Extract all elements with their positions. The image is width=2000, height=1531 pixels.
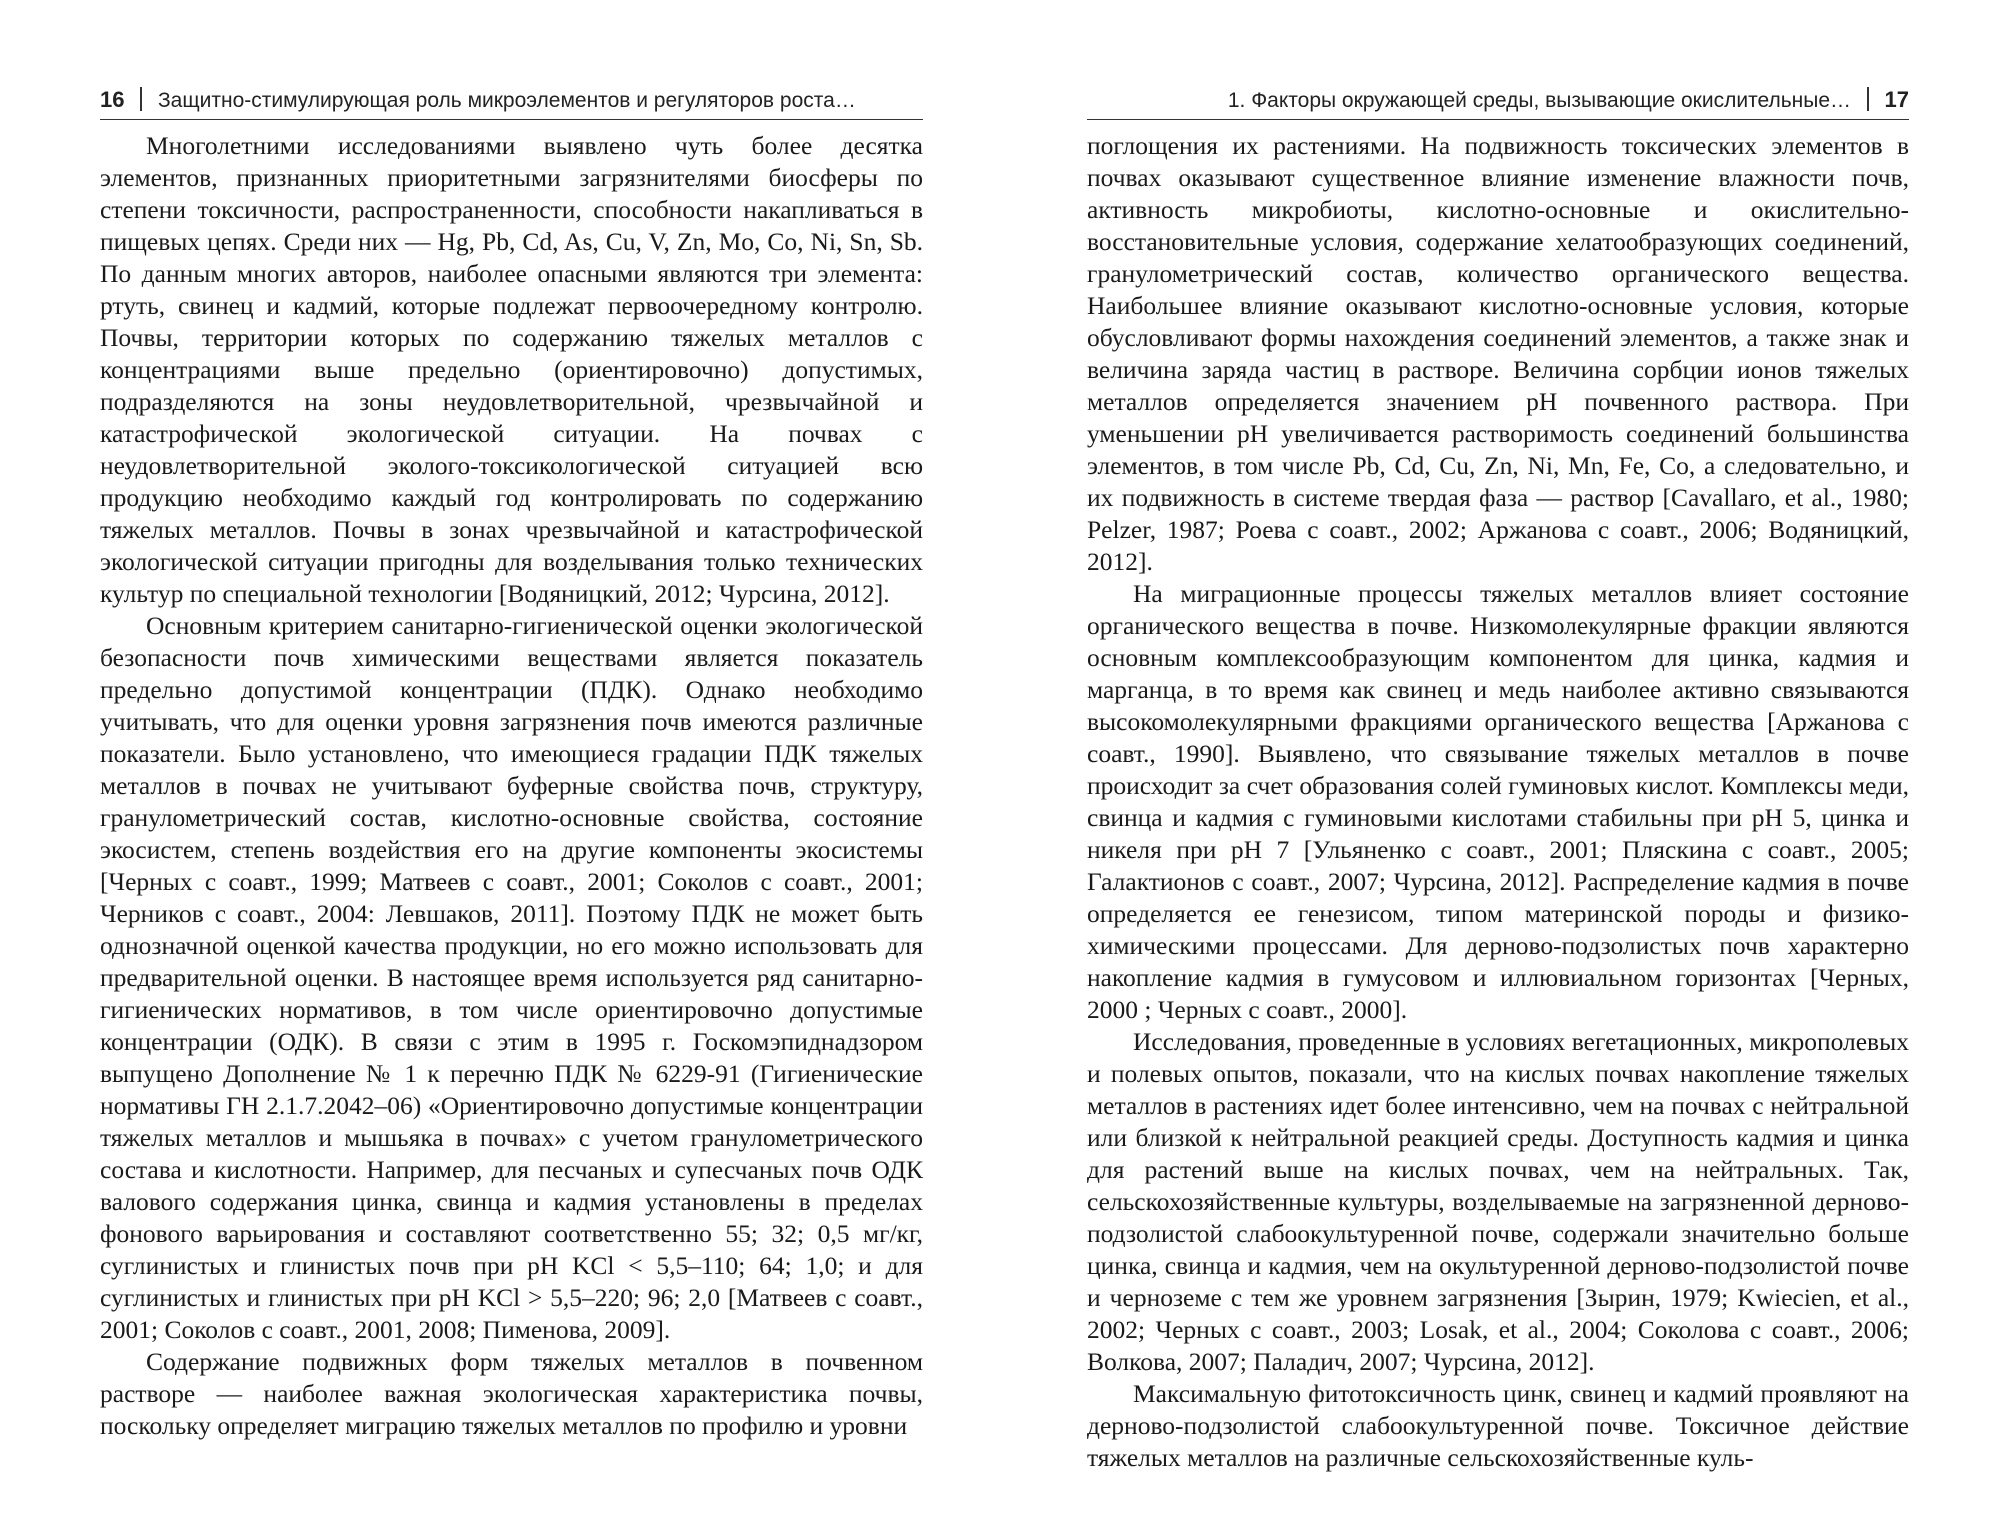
header-separator xyxy=(1867,87,1869,111)
paragraph: На миграционные процессы тяжелых металлов влияет состояние органического вещества в почве. Низкомолекулярные фракции являются основным комплексообразующим компонентом для цинка, кадмия и марганца, в то время как свинец и медь наиболее активно связываются высокомолекулярными фракциями органического вещества [Аржанова с соавт., 1990]. Выявлено, что связывание тяжелых металлов в почве происходит за счет образования солей гуминовых кислот. Комплексы меди, свинца и кадмия с гуминовыми кислотами стабильны при pH 5, цинка и никеля при pH 7 [Ульяненко с соавт., 2001; Пляскина с соавт., 2005; Галактионов с соавт., 2007; Чурсина, 2012]. Распределение кадмия в почве определяется ее генезисом, типом материнской породы и физико-химическими процессами. Для дерново-подзолистых почв характерно накопление кадмия в гумусовом и иллювиальном горизонтах [Черных, 2000 ; Черных с соавт., 2000]. xyxy=(1087,579,1909,1024)
right-page xyxy=(1000,0,2000,1531)
header-separator xyxy=(140,87,142,111)
page-number-right: 17 xyxy=(1884,87,1909,112)
running-header-left xyxy=(100,84,930,116)
running-header-right xyxy=(1085,84,1909,116)
body-text-left xyxy=(100,130,923,1442)
paragraph: Максимальную фитотоксичность цинк, свинец и кадмий проявляют на дерново-подзолистой слабоокультуренной почве. Токсичное действие тяжелых металлов на различные сельскохозяйственные куль- xyxy=(1087,1379,1909,1472)
body-text-right xyxy=(1087,130,1909,1474)
paragraph: Основным критерием санитарно-гигиенической оценки экологической безопасности почв химическими веществами является показатель предельно допустимой концентрации (ПДК). Однако необходимо учитывать, что для оценки уровня загрязнения почв имеются различные показатели. Было установлено, что имеющиеся градации ПДК тяжелых металлов в почвах не учитывают буферные свойства почв, структуру, гранулометрический состав, кислотно-основные свойства, состояние экосистем, степень воздействия его на другие компоненты экосистемы [Черных с соавт., 1999; Матвеев с соавт., 2001; Соколов с соавт., 2001; Черников с соавт., 2004: Левшаков, 2011]. Поэтому ПДК не может быть однозначной оценкой качества продукции, но его можно использовать для предварительной оценки. В настоящее время используется ряд санитарно-гигиенических нормативов, в том числе ориентировочно допустимые концентрации (ОДК). В связи с этим в 1995 г. Госкомэпиднадзором выпущено Дополнение № 1 к перечню ПДК № 6229-91 (Гигиенические нормативы ГН 2.1.7.2042–06) «Ориентировочно допустимые концентрации тяжелых металлов и мышьяка в почвах» с учетом гранулометрического состава и кислотности. Например, для песчаных и супесчаных почв ОДК валового содержания цинка, свинца и кадмия установлены в пределах фонового варьирования и составляют соответственно 55; 32; 0,5 мг/кг, суглинистых и глинистых почв при pH KCl < 5,5–110; 64; 1,0; и для суглинистых и глинистых при pH KCl > 5,5–220; 96; 2,0 [Матвеев с соавт., 2001; Соколов с соавт., 2001, 2008; Пименова, 2009]. xyxy=(100,611,923,1344)
paragraph: Исследования, проведенные в условиях вегетационных, микрополевых и полевых опытов, показали, что на кислых почвах накопление тяжелых металлов в растениях идет более интенсивно, чем на почвах с нейтральной или близкой к нейтральной реакцией среды. Доступность кадмия и цинка для растений выше на кислых почвах, чем на нейтральных. Так, сельскохозяйственные культуры, возделываемые на загрязненной дерново-подзолистой слабоокультуренной почве, содержали значительно больше цинка, свинца и кадмия, чем на окультуренной дерново-подзолистой почве и черноземе с тем же уровнем загрязнения [Зырин, 1979; Kwiecien, et al., 2002; Черных с соавт., 2003; Losak, et al., 2004; Соколова с соавт., 2006; Волкова, 2007; Паладич, 2007; Чурсина, 2012]. xyxy=(1087,1027,1909,1376)
paragraph: Многолетними исследованиями выявлено чуть более десятка элементов, признанных приоритетными загрязнителями биосферы по степени токсичности, распространенности, способности накапливаться в пищевых цепях. Среди них — Hg, Pb, Cd, As, Cu, V, Zn, Mo, Co, Ni, Sn, Sb. По данным многих авторов, наиболее опасными являются три элемента: ртуть, свинец и кадмий, которые подлежат первоочередному контролю. Почвы, территории которых по содержанию тяжелых металлов с концентрациями выше предельно (ориентировочно) допустимых, подразделяются на зоны неудовлетворительной, чрезвычайной и катастрофической экологической ситуации. На почвах с неудовлетворительной эколого-токсикологической ситуацией всю продукцию необходимо каждый год контролировать по содержанию тяжелых металлов. Почвы в зонах чрезвычайной и катастрофической экологической ситуации пригодны для возделывания только технических культур по специальной технологии [Водяницкий, 2012; Чурсина, 2012]. xyxy=(100,131,923,608)
paragraph: Содержание подвижных форм тяжелых металлов в почвенном растворе — наиболее важная экологическая характеристика почвы, поскольку определяет миграцию тяжелых металлов по профилю и уровни xyxy=(100,1347,923,1440)
paragraph-continuation: поглощения их растениями. На подвижность токсических элементов в почвах оказывают существенное влияние изменение влажности почв, активность микробиоты, кислотно-основные и окислительно-восстановительные условия, содержание хелатообразующих соединений, гранулометрический состав, количество органического вещества. Наибольшее влияние оказывают кислотно-основные условия, которые обусловливают формы нахождения соединений элементов, а также знак и величина заряда частиц в растворе. Величина сорбции ионов тяжелых металлов определяется значением pH почвенного раствора. При уменьшении pH увеличивается растворимость соединений большинства элементов, в том числе Pb, Cd, Cu, Zn, Ni, Mn, Fe, Co, а следовательно, и их подвижность в системе твердая фаза — раствор [Cavallaro, et al., 1980; Pelzer, 1987; Роева с соавт., 2002; Аржанова с соавт., 2006; Водяницкий, 2012]. xyxy=(1087,131,1909,576)
running-head-left: Защитно-стимулирующая роль микроэлементов и регуляторов роста… xyxy=(157,89,856,112)
header-rule-left xyxy=(100,119,923,120)
running-head-right: 1. Факторы окружающей среды, вызывающие окислительные… xyxy=(1227,89,1852,112)
header-rule-right xyxy=(1087,119,1909,120)
page-number-left: 16 xyxy=(100,87,125,112)
